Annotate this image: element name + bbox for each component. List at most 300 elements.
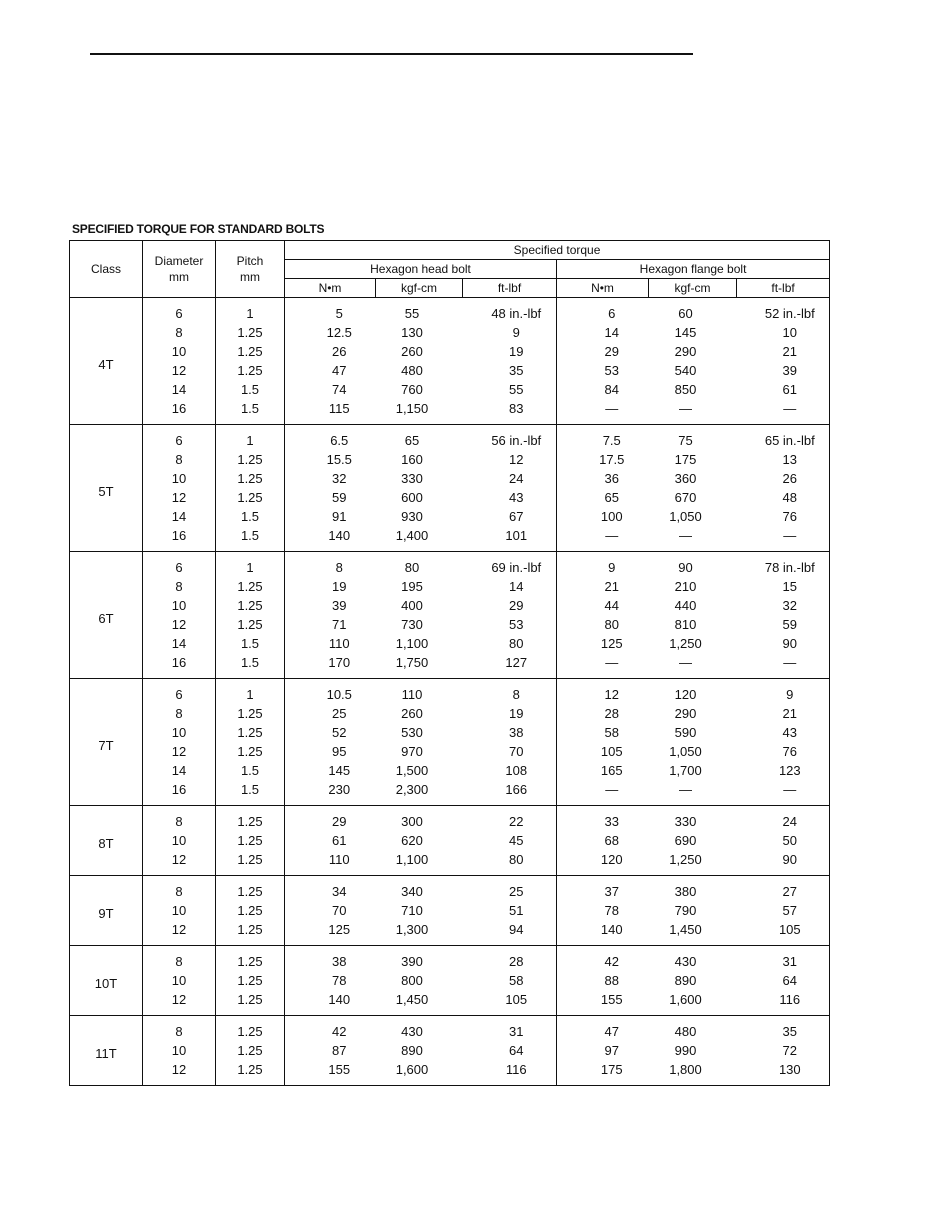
cell-diameter: 8 [143,704,216,723]
cell-flange-nm: 165 [557,761,649,780]
cell-pitch: 1.25 [216,342,285,361]
cell-pitch: 1.25 [216,1041,285,1060]
cell-flange-kgf: 850 [674,382,697,397]
cell-head-ftlbf: 19 [463,342,557,361]
cell-diameter: 14 [143,761,216,780]
top-rule [90,53,693,55]
class-cell: 6T [70,552,143,679]
class-group [70,946,830,1016]
header-diameter-label: Diameter mm [154,254,204,284]
cell-flange-kgf: 1,700 [669,763,702,778]
cell-flange-ftlbf: — [737,526,830,552]
cell-head-kgf: 130 [401,325,423,340]
cell-flange-nm: 37 [557,876,649,902]
cell-head-kgf: 80 [404,560,420,575]
cell-head-ftlbf: 80 [463,634,557,653]
cell-flange-kgf: 75 [678,433,693,448]
table-row [70,1041,830,1060]
class-cell: 8T [70,806,143,876]
cell-head-nm: 140 [285,526,376,552]
cell-head-ftlbf: 35 [463,361,557,380]
cell-head-kgf: 110 [401,687,423,702]
cell-pitch: 1.25 [216,876,285,902]
cell-flange-kgf: 175 [674,452,697,467]
cell-flange-ftlbf: 21 [737,704,830,723]
cell-head-ftlbf: 105 [463,990,557,1016]
table-row [70,831,830,850]
table-title: SPECIFIED TORQUE FOR STANDARD BOLTS [72,222,325,236]
cell-diameter: 8 [143,450,216,469]
table-row [70,507,830,526]
cell-flange-ftlbf: 78 in.-lbf [737,552,830,578]
cell-flange-nm: 53 [557,361,649,380]
cell-flange-kgf: 1,050 [669,509,702,524]
cell-head-nm: 91 [285,507,376,526]
table-row [70,679,830,705]
cell-flange-ftlbf: 72 [737,1041,830,1060]
table-row [70,552,830,578]
header-head-kgf: kgf-cm [376,279,463,298]
header-specified-torque: Specified torque [285,241,830,260]
cell-diameter: 16 [143,780,216,806]
cell-diameter: 12 [143,1060,216,1086]
table-row [70,1060,830,1086]
cell-pitch: 1.5 [216,526,285,552]
cell-diameter: 10 [143,1041,216,1060]
cell-flange-nm: 42 [557,946,649,972]
cell-head-nm: 10.5 [285,679,376,705]
table-row [70,488,830,507]
cell-flange-kgf: 1,600 [649,990,737,1016]
cell-head-nm: 12.5 [285,323,376,342]
cell-flange-kgf: 380 [674,884,697,899]
table-row [70,806,830,832]
table-row [70,761,830,780]
cell-flange-kgf: 670 [674,490,697,505]
table-row [70,596,830,615]
cell-pitch: 1.25 [216,323,285,342]
cell-diameter: 8 [143,876,216,902]
cell-flange-nm: 12 [557,679,649,705]
table-row [70,323,830,342]
class-group [70,806,830,876]
class-cell: 10T [70,946,143,1016]
cell-head-kgf: 930 [401,509,423,524]
cell-flange-nm: 88 [557,971,649,990]
cell-flange-kgf: 810 [674,617,697,632]
cell-flange-kgf: 90 [678,560,693,575]
class-group [70,552,830,679]
cell-head-nm: 6.5 [285,425,376,451]
cell-head-nm: 39 [285,596,376,615]
cell-pitch: 1.5 [216,399,285,425]
cell-pitch: 1.25 [216,901,285,920]
cell-head-ftlbf: 56 in.-lbf [463,425,557,451]
class-cell: 11T [70,1016,143,1086]
header-flange-kgf: kgf-cm [649,279,737,298]
table-row [70,742,830,761]
cell-head-kgf: 530 [401,725,423,740]
cell-diameter: 12 [143,615,216,634]
cell-head-nm: 125 [285,920,376,946]
cell-head-nm: 47 [285,361,376,380]
cell-flange-ftlbf: 26 [737,469,830,488]
cell-head-ftlbf: 101 [463,526,557,552]
header-hexagon-flange-bolt: Hexagon flange bolt [557,260,830,279]
cell-head-ftlbf: 51 [463,901,557,920]
cell-flange-nm: 28 [557,704,649,723]
cell-flange-ftlbf: 43 [737,723,830,742]
cell-pitch: 1.25 [216,1060,285,1086]
cell-flange-kgf: 790 [674,903,697,918]
cell-flange-ftlbf: 57 [737,901,830,920]
cell-head-kgf: 1,100 [376,850,463,876]
cell-flange-ftlbf: 76 [737,507,830,526]
cell-flange-nm: 36 [557,469,649,488]
cell-head-kgf: 160 [401,452,423,467]
table-row [70,342,830,361]
cell-flange-nm: 125 [557,634,649,653]
cell-head-ftlbf: 24 [463,469,557,488]
cell-flange-nm: 21 [557,577,649,596]
cell-head-kgf: 710 [401,903,423,918]
header-head-ftlbf: ft-lbf [463,279,557,298]
cell-head-ftlbf: 166 [463,780,557,806]
cell-head-kgf: 430 [401,1024,423,1039]
header-flange-nm: N•m [557,279,649,298]
cell-head-ftlbf: 67 [463,507,557,526]
cell-flange-ftlbf: 39 [737,361,830,380]
cell-head-nm: 70 [285,901,376,920]
cell-head-nm: 155 [285,1060,376,1086]
cell-head-kgf: 400 [401,598,423,613]
cell-flange-ftlbf: 10 [737,323,830,342]
table-row [70,469,830,488]
cell-head-nm: 25 [285,704,376,723]
cell-flange-ftlbf: 15 [737,577,830,596]
cell-flange-nm: 84 [557,380,649,399]
header-pitch [216,241,285,298]
table-row [70,946,830,972]
cell-flange-ftlbf: 61 [737,380,830,399]
cell-pitch: 1.25 [216,990,285,1016]
cell-head-kgf: 260 [401,706,423,721]
cell-diameter: 16 [143,526,216,552]
table-row [70,361,830,380]
cell-pitch: 1 [216,425,285,451]
table-row [70,780,830,806]
cell-head-ftlbf: 31 [463,1016,557,1042]
table-row [70,920,830,946]
cell-diameter: 6 [143,425,216,451]
cell-head-kgf: 1,450 [376,990,463,1016]
cell-flange-ftlbf: 35 [737,1016,830,1042]
cell-pitch: 1.25 [216,850,285,876]
cell-head-nm: 26 [285,342,376,361]
cell-flange-kgf: — [649,399,737,425]
cell-diameter: 8 [143,806,216,832]
header-flange-ftlbf: ft-lbf [737,279,830,298]
cell-pitch: 1 [216,679,285,705]
table-row [70,850,830,876]
cell-flange-ftlbf: 116 [737,990,830,1016]
cell-flange-nm: 80 [557,615,649,634]
cell-head-ftlbf: 38 [463,723,557,742]
cell-head-ftlbf: 83 [463,399,557,425]
cell-head-nm: 52 [285,723,376,742]
cell-flange-kgf: 290 [674,344,697,359]
cell-pitch: 1.25 [216,831,285,850]
cell-head-nm: 110 [285,634,376,653]
cell-diameter: 12 [143,488,216,507]
cell-flange-ftlbf: 9 [737,679,830,705]
cell-flange-kgf: 145 [674,325,697,340]
cell-head-ftlbf: 53 [463,615,557,634]
cell-pitch: 1.25 [216,596,285,615]
cell-head-ftlbf: 12 [463,450,557,469]
class-cell: 7T [70,679,143,806]
table-row [70,399,830,425]
cell-head-nm: 32 [285,469,376,488]
cell-head-kgf: 195 [401,579,423,594]
cell-flange-ftlbf: 32 [737,596,830,615]
cell-diameter: 12 [143,920,216,946]
cell-flange-ftlbf: 52 in.-lbf [737,298,830,324]
cell-head-kgf: 1,750 [376,653,463,679]
cell-flange-ftlbf: 48 [737,488,830,507]
class-group [70,298,830,425]
cell-head-nm: 78 [285,971,376,990]
cell-flange-ftlbf: 59 [737,615,830,634]
cell-flange-kgf: 990 [674,1043,697,1058]
cell-pitch: 1.25 [216,577,285,596]
cell-head-nm: 15.5 [285,450,376,469]
cell-head-ftlbf: 64 [463,1041,557,1060]
cell-head-ftlbf: 69 in.-lbf [463,552,557,578]
cell-flange-kgf: 440 [674,598,697,613]
cell-flange-kgf: 60 [678,306,693,321]
cell-flange-nm: 17.5 [557,450,649,469]
table-row [70,653,830,679]
cell-pitch: 1.5 [216,380,285,399]
cell-flange-nm: 33 [557,806,649,832]
cell-flange-ftlbf: 27 [737,876,830,902]
cell-flange-nm: — [557,780,649,806]
cell-pitch: 1 [216,298,285,324]
cell-head-kgf: 730 [401,617,423,632]
cell-flange-ftlbf: 105 [737,920,830,946]
cell-flange-kgf: 1,450 [649,920,737,946]
cell-head-nm: 230 [285,780,376,806]
cell-flange-nm: 97 [557,1041,649,1060]
cell-head-ftlbf: 14 [463,577,557,596]
cell-flange-nm: 7.5 [557,425,649,451]
cell-flange-ftlbf: 90 [737,850,830,876]
cell-flange-kgf: 590 [674,725,697,740]
cell-flange-kgf: 360 [674,471,697,486]
cell-pitch: 1.25 [216,1016,285,1042]
cell-flange-nm: 175 [557,1060,649,1086]
header-diameter [143,241,216,298]
cell-diameter: 12 [143,742,216,761]
cell-diameter: 6 [143,298,216,324]
cell-head-nm: 145 [285,761,376,780]
table-row [70,450,830,469]
cell-flange-nm: — [557,399,649,425]
cell-head-ftlbf: 29 [463,596,557,615]
cell-pitch: 1.25 [216,488,285,507]
cell-diameter: 6 [143,552,216,578]
cell-head-ftlbf: 108 [463,761,557,780]
cell-pitch: 1.25 [216,920,285,946]
cell-head-kgf: 1,300 [376,920,463,946]
cell-head-kgf: 2,300 [376,780,463,806]
cell-head-kgf: 260 [401,344,423,359]
cell-head-nm: 8 [285,552,376,578]
header-class: Class [70,241,143,298]
cell-head-kgf: 300 [401,814,423,829]
cell-head-kgf: 1,400 [376,526,463,552]
cell-diameter: 14 [143,380,216,399]
table-row [70,425,830,451]
cell-diameter: 10 [143,342,216,361]
cell-flange-nm: — [557,526,649,552]
cell-flange-ftlbf: 50 [737,831,830,850]
cell-head-ftlbf: 70 [463,742,557,761]
cell-diameter: 10 [143,971,216,990]
cell-pitch: 1.25 [216,450,285,469]
cell-head-kgf: 620 [401,833,423,848]
cell-pitch: 1.25 [216,615,285,634]
cell-head-nm: 29 [285,806,376,832]
cell-diameter: 10 [143,469,216,488]
cell-head-nm: 42 [285,1016,376,1042]
cell-head-kgf: 480 [401,363,423,378]
table-row [70,615,830,634]
cell-head-nm: 59 [285,488,376,507]
cell-diameter: 8 [143,946,216,972]
cell-flange-kgf: 1,050 [669,744,702,759]
table-row [70,380,830,399]
cell-head-nm: 115 [285,399,376,425]
cell-diameter: 14 [143,507,216,526]
cell-flange-nm: 100 [557,507,649,526]
cell-head-kgf: 970 [401,744,423,759]
class-group [70,1016,830,1086]
cell-head-kgf: 800 [401,973,423,988]
cell-head-kgf: 55 [404,306,420,321]
cell-head-nm: 140 [285,990,376,1016]
cell-flange-ftlbf: — [737,653,830,679]
torque-table [69,240,830,1086]
cell-head-ftlbf: 116 [463,1060,557,1086]
cell-diameter: 16 [143,653,216,679]
cell-flange-kgf: 430 [674,954,697,969]
table-row [70,723,830,742]
table-row [70,876,830,902]
cell-diameter: 8 [143,323,216,342]
cell-head-ftlbf: 28 [463,946,557,972]
cell-head-nm: 95 [285,742,376,761]
cell-pitch: 1.5 [216,780,285,806]
cell-diameter: 10 [143,596,216,615]
cell-flange-ftlbf: 65 in.-lbf [737,425,830,451]
cell-pitch: 1.25 [216,946,285,972]
cell-head-ftlbf: 22 [463,806,557,832]
cell-flange-nm: 44 [557,596,649,615]
cell-head-kgf: 340 [401,884,423,899]
header-hexagon-head-bolt: Hexagon head bolt [285,260,557,279]
cell-pitch: 1.25 [216,704,285,723]
cell-flange-nm: 78 [557,901,649,920]
cell-diameter: 10 [143,723,216,742]
cell-flange-ftlbf: 130 [737,1060,830,1086]
cell-flange-kgf: 210 [674,579,697,594]
cell-head-ftlbf: 94 [463,920,557,946]
class-group [70,425,830,552]
class-group [70,876,830,946]
cell-head-ftlbf: 25 [463,876,557,902]
cell-flange-kgf: 540 [674,363,697,378]
cell-head-ftlbf: 19 [463,704,557,723]
cell-flange-nm: — [557,653,649,679]
class-group [70,679,830,806]
cell-head-ftlbf: 43 [463,488,557,507]
cell-flange-nm: 9 [557,552,649,578]
cell-pitch: 1.25 [216,469,285,488]
cell-pitch: 1.25 [216,742,285,761]
cell-head-kgf: 890 [401,1043,423,1058]
table-row [70,526,830,552]
cell-pitch: 1.5 [216,634,285,653]
cell-flange-nm: 155 [557,990,649,1016]
cell-flange-ftlbf: — [737,780,830,806]
cell-head-nm: 110 [285,850,376,876]
cell-flange-nm: 140 [557,920,649,946]
cell-diameter: 12 [143,990,216,1016]
cell-head-ftlbf: 48 in.-lbf [463,298,557,324]
cell-flange-kgf: 120 [674,687,697,702]
cell-head-kgf: 330 [401,471,423,486]
cell-head-ftlbf: 58 [463,971,557,990]
cell-diameter: 14 [143,634,216,653]
class-cell: 9T [70,876,143,946]
cell-flange-kgf: — [649,526,737,552]
cell-flange-nm: 65 [557,488,649,507]
table-row [70,577,830,596]
cell-flange-kgf: 890 [674,973,697,988]
cell-diameter: 12 [143,361,216,380]
cell-pitch: 1.25 [216,361,285,380]
header-pitch-label: Pitch mm [236,254,264,284]
cell-diameter: 6 [143,679,216,705]
cell-head-ftlbf: 8 [463,679,557,705]
cell-pitch: 1.25 [216,723,285,742]
cell-head-nm: 71 [285,615,376,634]
cell-flange-nm: 120 [557,850,649,876]
cell-head-kgf: 65 [404,433,420,448]
cell-flange-ftlbf: 13 [737,450,830,469]
cell-flange-ftlbf: 24 [737,806,830,832]
cell-flange-ftlbf: 31 [737,946,830,972]
cell-head-ftlbf: 45 [463,831,557,850]
cell-head-nm: 61 [285,831,376,850]
cell-head-kgf: 760 [401,382,423,397]
cell-flange-ftlbf: — [737,399,830,425]
cell-head-nm: 170 [285,653,376,679]
cell-pitch: 1.5 [216,653,285,679]
table-row [70,298,830,324]
